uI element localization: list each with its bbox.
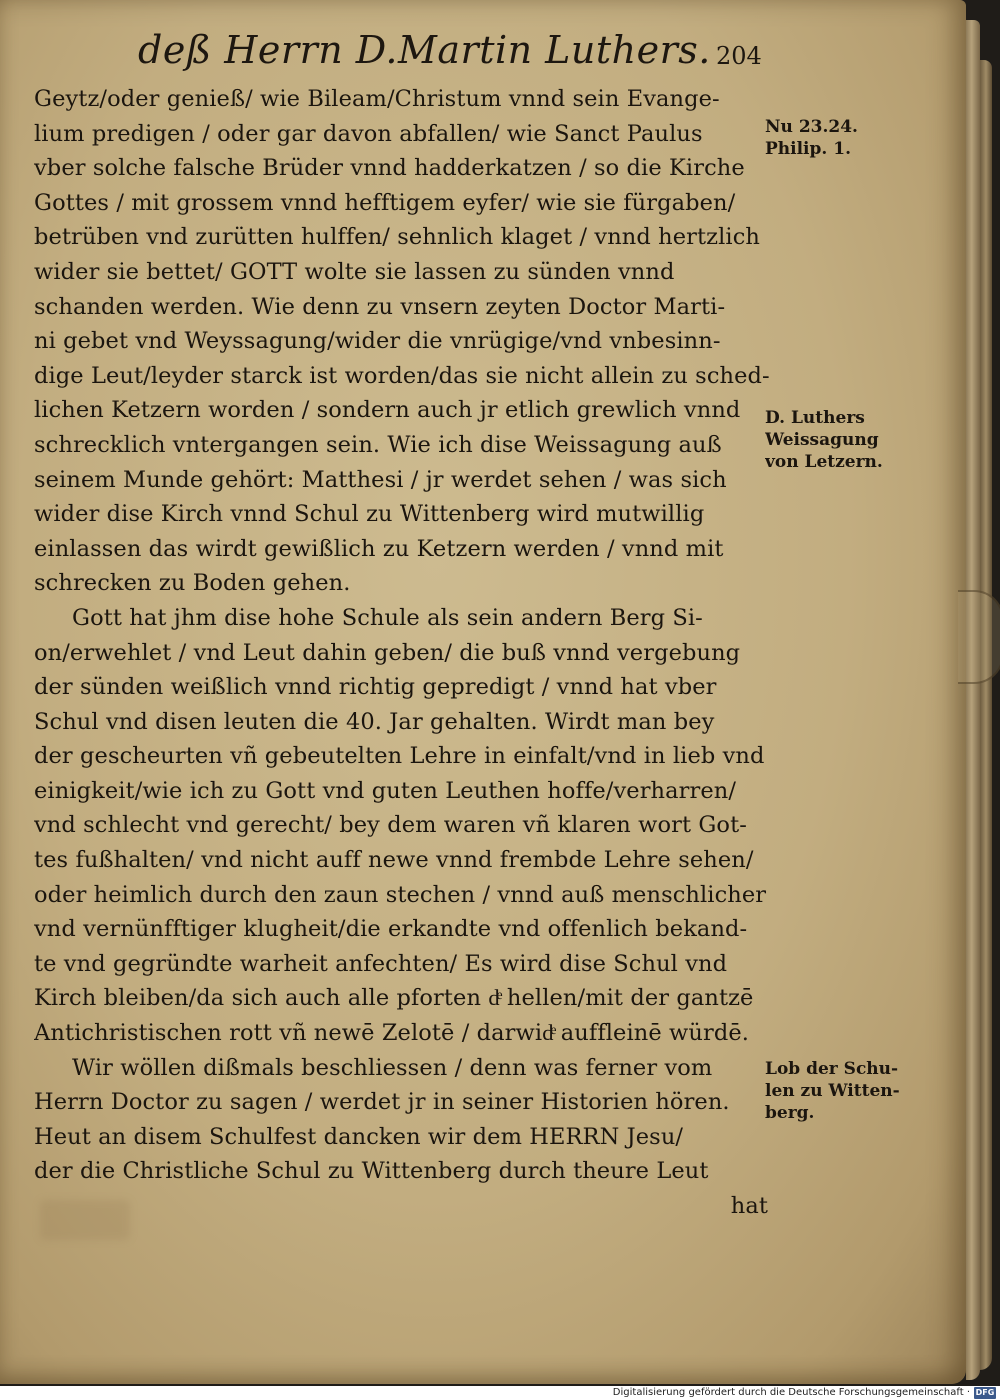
digitization-footer bbox=[0, 1386, 1000, 1400]
text-line: lichen Ketzern worden / sondern auch jr etlich grewlich vnnd bbox=[34, 397, 741, 424]
margin-note-line: von Letzern. bbox=[765, 452, 883, 472]
margin-note-line: D. Luthers bbox=[765, 408, 865, 428]
margin-note-line: Nu 23.24. bbox=[765, 117, 858, 137]
margin-note-line: Lob der Schu- bbox=[765, 1059, 899, 1079]
dfg-logo: DFG bbox=[975, 1388, 995, 1397]
text-line: einigkeit/wie ich zu Gott vnd guten Leuthen hoffe/verharren/ bbox=[34, 777, 737, 804]
margin-note-line: Philip. 1. bbox=[765, 139, 851, 159]
margin-note-line: Weissagung bbox=[765, 430, 879, 450]
funding-credit: Digitalisierung gefördert durch die Deutsche Forschungsgemeinschaft · bbox=[612, 1387, 970, 1398]
text-line: lium predigen / oder gar davon abfallen/ wie Sanct Paulus bbox=[34, 120, 703, 147]
text-line: Antichristischen rott vñ newē Zelotē / darwidͤ auffleinē würdē. bbox=[34, 1020, 749, 1047]
text-line: wider sie bettet/ GOTT wolte sie lassen zu sünden vnnd bbox=[34, 258, 675, 285]
text-line: schanden werden. Wie denn zu vnsern zeyten Doctor Marti- bbox=[34, 293, 726, 320]
text-line: wider dise Kirch vnnd Schul zu Wittenberg wird mutwillig bbox=[34, 501, 705, 528]
text-line: einlassen das wirdt gewißlich zu Ketzern werden / vnnd mit bbox=[34, 535, 724, 562]
paragraph-start-line: Gott hat jhm dise hohe Schule als sein andern Berg Si- bbox=[72, 604, 703, 631]
text-line: schrecken zu Boden gehen. bbox=[34, 570, 351, 597]
page-number: 204 bbox=[716, 42, 762, 70]
text-line: dige Leut/leyder starck ist worden/das sie nicht allein zu sched- bbox=[34, 362, 770, 389]
text-line: te vnd gegründte warheit anfechten/ Es wird dise Schul vnd bbox=[34, 950, 728, 977]
text-line: ni gebet vnd Weyssagung/wider die vnrügige/vnd vnbesinn- bbox=[34, 328, 721, 355]
paragraph-start-line: Wir wöllen dißmals beschliessen / denn was ferner vom bbox=[72, 1054, 713, 1081]
text-line: vber solche falsche Brüder vnnd hadderkatzen / so die Kirche bbox=[34, 155, 745, 182]
main-text-block bbox=[34, 82, 774, 1224]
text-line: tes fußhalten/ vnd nicht auff newe vnnd frembde Lehre sehen/ bbox=[34, 847, 754, 874]
text-line: der gescheurten vñ gebeutelten Lehre in einfalt/vnd in lieb vnd bbox=[34, 743, 765, 770]
margin-note-luther-prophecy bbox=[765, 407, 940, 473]
text-line: oder heimlich durch den zaun stechen / vnnd auß menschlicher bbox=[34, 881, 767, 908]
text-line: on/erwehlet / vnd Leut dahin geben/ die buß vnnd vergebung bbox=[34, 639, 741, 666]
text-line: schrecklich vntergangen sein. Wie ich dise Weissagung auß bbox=[34, 431, 722, 458]
text-line: der sünden weißlich vnnd richtig gepredigt / vnnd hat vber bbox=[34, 674, 717, 701]
text-line: Heut an disem Schulfest dancken wir dem HERRN Jesu/ bbox=[34, 1123, 684, 1150]
margin-note-line: berg. bbox=[765, 1103, 815, 1123]
text-line: Herrn Doctor zu sagen / werdet jr in seiner Historien hören. bbox=[34, 1089, 730, 1116]
page-edge-front bbox=[966, 20, 980, 1380]
text-line: Gottes / mit grossem vnnd hefftigem eyfer/ wie sie fürgaben/ bbox=[34, 189, 736, 216]
text-line: vnd vernünfftiger klugheit/die erkandte vnd offenlich bekand- bbox=[34, 916, 748, 943]
margin-note-bible-reference bbox=[765, 116, 940, 160]
text-line: seinem Munde gehört: Matthesi / jr werdet sehen / was sich bbox=[34, 466, 727, 493]
catchword: hat bbox=[730, 1193, 768, 1219]
page-edge-back bbox=[980, 60, 992, 1370]
text-line: Schul vnd disen leuten die 40. Jar gehalten. Wirdt man bey bbox=[34, 708, 715, 735]
text-line: Kirch bleiben/da sich auch alle pforten dͤ hellen/mit der gantzē bbox=[34, 985, 754, 1012]
text-line: der die Christliche Schul zu Wittenberg durch theure Leut bbox=[34, 1158, 709, 1185]
margin-note-line: len zu Witten- bbox=[765, 1081, 900, 1101]
text-line: betrüben vnd zurütten hulffen/ sehnlich klaget / vnnd hertzlich bbox=[34, 224, 760, 251]
text-line: vnd schlecht vnd gerecht/ bey dem waren vñ klaren wort Got- bbox=[34, 812, 747, 839]
text-line: Geytz/oder genieß/ wie Bileam/Christum vnnd sein Evange- bbox=[34, 86, 720, 112]
margin-note-school-praise bbox=[765, 1058, 940, 1124]
thumb-index-tab bbox=[958, 590, 1000, 684]
running-head: deß Herrn D.Martin Luthers. bbox=[138, 28, 711, 72]
